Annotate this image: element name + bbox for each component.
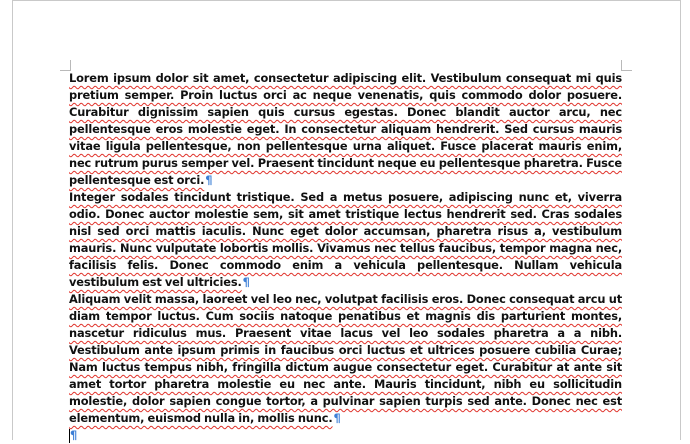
paragraph-text: Integer sodales tincidunt tristique. Sed a metus posuere, adipiscing nunc et, viverra odio. Donec auctor molestie sem, sit amet tristique lectus hendrerit sed. Cras sodales nisl sed orci mattis iaculis. Nunc eget dolor accumsan, pharetra risus a, vestibulum mauris. Nunc vulputate lobortis mollis. Vivamus nec tellus faucibus, tempor magna nec, facilisis felis. Donec commodo enim a vehicula pellentesque. Nullam vehicula vestibulum est vel ultricies. (69, 190, 622, 289)
paragraph-text: Aliquam velit massa, laoreet vel leo nec, volutpat facilisis eros. Donec consequat arcu ut diam tempor luctus. Cum sociis natoque penatibus et magnis dis parturient montes, nascetur ridiculus mus. Praesent vitae lacus vel leo sodales pharetra a a nibh. Vestibulum ante ipsum primis in faucibus orci luctus et ultrices posuere cubilia Curae; Nam luctus tempus nibh, fringilla dictum augue consectetur eget. Curabitur at ante sit amet tortor pharetra molestie eu nec ante. Mauris tincidunt, nibh eu sollicitudin molestie, dolor sapien congue tortor, a pulvinar sapien turpis sed ante. Donec nec est elementum, euismod nulla in, mollis nunc. (69, 292, 622, 425)
paragraph-mark-icon: ¶ (205, 173, 213, 187)
paragraph-3[interactable] (69, 291, 622, 427)
page-top-border (12, 0, 681, 1)
paragraph-mark-icon: ¶ (242, 275, 250, 289)
text-boundary-corner-top-right (621, 60, 632, 71)
paragraph-text: Lorem ipsum dolor sit amet, consectetur adipiscing elit. Vestibulum consequat mi quis pretium semper. Proin luctus orci ac neque venenatis, quis commodo dolor posuere. Curabitur dignissim sapien quis cursus egestas. Donec blandit auctor arcu, nec pellentesque eros molestie eget. In consectetur aliquam hendrerit. Sed cursus mauris vitae ligula pellentesque, non pellentesque urna aliquet. Fusce placerat mauris enim, nec rutrum purus semper vel. Praesent tincidunt neque eu pellentesque pharetra. Fusce pellentesque est orci. (69, 71, 622, 187)
empty-paragraph[interactable] (69, 427, 622, 444)
document-body[interactable] (69, 70, 622, 444)
paragraph-mark-icon: ¶ (70, 428, 78, 442)
paragraph-mark-icon: ¶ (333, 411, 341, 425)
paragraph-1[interactable] (69, 70, 622, 189)
paragraph-2[interactable] (69, 189, 622, 291)
